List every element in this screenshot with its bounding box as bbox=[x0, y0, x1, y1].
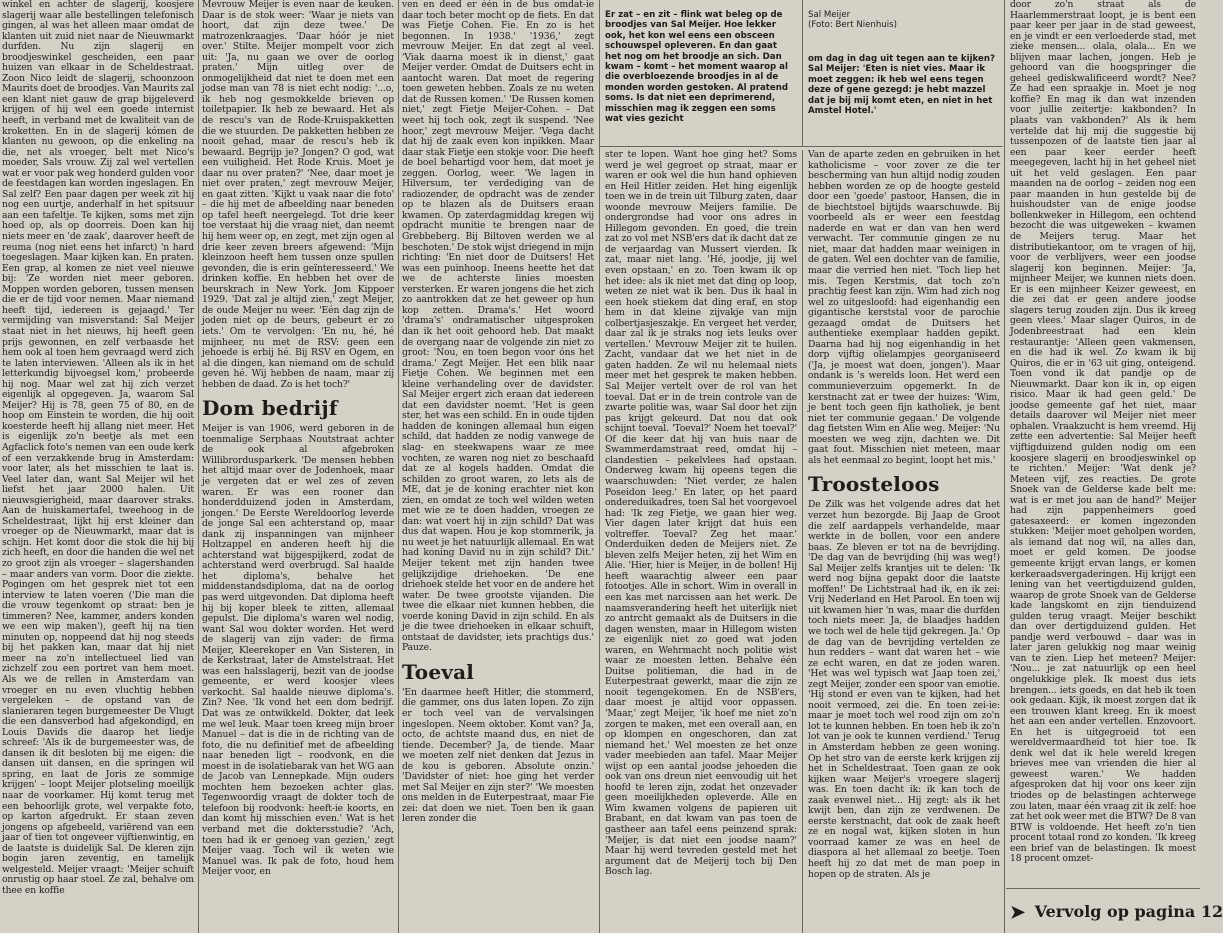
column-divider-5 bbox=[1004, 0, 1005, 933]
column-5a-text: Van de aparte zeden en gebruiken in het katholicisme – voor zover ze die ter bescherming van hun altijd nodig zouden hebben worden ze op de hoogte gesteld door een 'goede' pastoor, Hansen, die in de biechtstoel bijtijds waarschuwde. Bij voorbeeld als er weer een feestdag naderde en wat er dan van hen werd verwacht. Ter communie gingen ze nu niet, maar dat hadden maar weinigen in de gaten. Wel een dochter van de familie, maar die verried hen niet. 'Toch liep het mis. Tegen Kerstmis, dat toch zo'n prachtig feest kan zijn. Wim had zich nog wel zo uitgesloofd: had eigenhandig een gigantische kerststal voor de parochie gezaagd omdat de Duitsers het authentieke exemplaar hadden gepikt. Daarna had hij nog eigenhandig in het dorp vijftig olielampjes georganiseerd ('Ja, je moest wat doen, jongen'). Maar ondank is 's werelds loon. Het werd een communieverzuim opgemerkt. In de kerstnacht zat er twee der huizes: 'Wim, je bent toch geen fijn katholiek, je bent niet ter communie gegaan.' De volgende dag fietsten Wim en Alie weg. Meijer: 'Nu moesten we weg zijn, dachten we. Dit gaat fout. Misschien niet meteen, maar als het eenmaal zo begint, loopt het mis.' bbox=[808, 149, 1000, 466]
article-column-3 bbox=[402, 0, 594, 933]
photo-caption-quote bbox=[808, 54, 998, 144]
column-2a-text: Mevrouw Meijer is even naar de keuken. Daar is de stok weer: 'Waar je niets van hoort, dat zijn deze twee.' De matrozenkraagjes. 'Daar hóór je niet over.' Stilte. Meijer mompelt voor zich uit: 'Ja, nu gaan we over de oorlog praten.' Mijn uitleg over de onmogelijkheid dat niet te doen met een jodse man van 78 is niet echt nodig: '...o, ik heb nog gesmokkelde brieven op toiletpapier. Ik heb ze bewaard. Het als de rescu's van de Rode-Kruispakketten die we stuurden. De pakketten hebben ze nooit gehad, maar de rescu's heb ik bewaard. Begrijp je? Jongen? O god, wat een vuiligheid. Het Rode Kruis. Moet je daar nu over praten?' 'Nee, daar moet je niet over praten,' zegt mevrouw Meijer, en gaat zitten. 'Kijkt u vaak naar die foto' – die hij met de afbeelding naar beneden op tafel heeft neergelegd. Tot drie keer toe verstaat hij die vraag niet, dan neemt hij hem weer op, en zegt, met zijn ogen al drie keer zeven breers afgewend: 'Mijn kleinzoon heeft hem tussen onze spullen gevonden, die is erin geïnteresseerd.' We drinken koffie. En hebben het over de beurskrach in New York. Jom Kippoer 1929. 'Dat zal je altijd zien,' zegt Meijer, de oude Meijer nu weer. 'Eén dag zijn de joden niet op de beurs, gebeurt er zo iets.' Om te vervolgen: 'En nu, hé, hé mijnheer, nu met de RSV: geen een jehoede is erbij hé. Bij RSV en Ogem, en al die dingen, kan niemand om de schuld geven hé. Wij hebben de naam, maar zij hebben de daad. Zo is het toch?' bbox=[202, 0, 394, 390]
column-3a-text: ven en deed er één in de bus omdat-ie daar toch beter mocht op de fiets. En dat was Fietje Cohen. Fie. En zo is het begonnen. In 1938.' '1936,' zegt mevrouw Meijer. En dat zegt al veel. 'Viak daarna moest ik in dienst,' gaat Meijer verder. Omdat de Duitsers echt in aantocht waren. Dat moet de regering toen geweten hebben. Zoals ze nu weten dat de Russen komen.' 'De Russen komen niet,' zegt Fietje Meijer-Cohen. – Dat weet hij toch ook, zegt ik suspend. 'Nee hoor,' zegt mevrouw Meijer. 'Vega dacht dat hij de zaak even kon inpikken. Maar daar stak Fietje een stokje voor. Die heeft de boel behartigd voor hem, dat moet je zeggen. Oorlog, weer. 'We lagen in Hilversum, ter verdediging van de radiozender, de opdracht was de zender op te blazen als de Duitsers eraan kwamen. Op zaterdagmiddag kregen wij opdracht munitie te brengen naar de Grebbeberg. Bij Biltoven werden we al beschoten.' De stok wijst driegend in mijn richting: 'En niet door de Duitsers! Het was een puinhoop. Ineens heette het dat we de achterste linies moesten versterken. Er waren jongens die het zich zo aantrokken dat ze het geweer op hun kop zetten. Drama's.' Het woord 'drama's' ondramatischer uitgesproken dan ik het ooit gehoord heb. Dat maakt de overgang naar de volgende zin niet zo groot: 'Nou, en toen begon voor óns het drama.' Zegt Meijer. Het een blik naar Fietje Cohen. We beginnen met een kleine verhandeling over de davidster. Sal Meijer ergert zich eraan dat iedereen dat een davidster noemt. 'Het is geen ster, het was een schild. En in oude tijden hadden de koningen allemaal hun eigen schild, dat hadden ze nodig vanwege de slag- en steekwapens waar ze mee vochten, ze waren nog niet zo beschaafd dat ze al kogels hadden. Omdat die schilden zo groot waren, zo lets als de ME, dat je de koning erachter niet kon zien, en omdat ze toch wel wilden weten met wie ze te doen hadden, vroegen ze dan: wat voert hij in zijn schild? Dat was dus dat wapen. Hou je kop stommerik, ja nu weet je het natuurlijk allemaal. En wat had koning David nu in zijn schild? Dit.' Meijer tekent met zijn handen twee gelijkzijdige driehoeken. 'De ene driehoek stelde het voor en de andere het water. De twee grootste vijanden. Die twee die elkaar niet kunnen hebben, die voerde koning David in zijn schild. En als je die twee driehoeken in elkaar schuift, ontstaat de davidster, iets prachtigs dus.' Pauze. bbox=[402, 0, 594, 654]
column-3b-text: 'En daarmee heeft Hitler, die stommerd, die gammer, ons dus laten lopen. Zo zijn er toch veel van de vervalsingen ingeslopen. Neem oktober. Komt van? Ja, octo, de achtste maand dus, en niet de tiende. December? Ja, de tiende. Maar we moeten zelf niet denken dat Jezus in de kou is geboren. Absolute onzin.' 'Davidster of niet: hoe ging het verder met Sal Meijer en zijn ster?' 'We moesten ons melden in de Euterpestraat, maar Fie zei: dat doen we niet. Toen ben ik gaan leren zonder die bbox=[402, 686, 594, 825]
column-1-text: winkel en achter de slagerij, koosjere slagerij waar alle bestellingen telefonisch gingen, al was het alleen maar omdat de klanten uit zuid niet naar de Nieuwmarkt durfden. Nu zijn slagerij en broodjeswinkel gescheiden, een paar huizen van elkaar in de Scheldestraat. Zoon Nico leidt de slagerij, schoonzoon Maurits doet de broodjes. Van Maurits zal een klant niet gauw de grap bijgeleverd krijgen of hij wel een goede internist heeft, in verband met de kwaliteit van de kroketten. En in de slagerij kómen de klanten nu gewoon, op die enkeling na die, net als vroeger, belt met Nico's moeder, Sals vrouw. Zij zal wel vertellen wat er voor pak weg honderd gulden voor de feestdagen kan worden ingeslagen. En Sal zelf? Een paar dagen per week zit hij nog een uurtje, anderhalf in het spitsuur aan een tafeltje. Te kijken, soms met zijn hoed op, als op doorreis. Doen kan hij niets meer en 'de zaak', daarover heeft de reuma (nog niet eens het infarct) 'n hard toegeslagen. Maar kijken kan. En praten. Een grap, al komen ze niet veel nieuwe bij: 'Ze worden niet meer geboren. Moppen worden geboren, tussen mensen die er de tijd voor nemen. Maar niemand heeft tijd, iedereen is gejaagd.' Ter vermijding van misverstand: Sal Meijer staat niet in het nieuws, hij heeft geen prijs gewonnen, en zelf verbaasde het hem ook al toen hem gevraagd werd zich te laten interviewen. 'Alleen als ik in het letterkundig bijvoegsel kom,' probeerde hij nog. Maar wel zat hij zich verzet eigenlijk al opgegeven. Ja, waarom Sal Meijer? Hij is 78, geen 75 of 80, en de hoop om Einstein te worden, die hij ooit koesterde heeft hij allang niet meer. Het is eigenlijk zo'n beetje als met een Agfaclick foto's nemen van een oude kerk of een verzakkende brug in Amsterdam: voor later, als het misschien te laat is. Veel later dan, want Sal Meijer wil het liefst het jaar 2000 halen. Uit nieuwsgierigheid, maar daarover straks. Aan de huiskamertafel, tweehoog in de Scheldestraat, lijkt hij erst kleiner dan vroeger op de Nieuwmarkt, maar dat is schijn. Het komt door die stok die hij bij zich heeft, en door die handen die wel net zo groot zijn als vroeger – slagershanden – maar anders van vorm. Door die ziekte. Pogingen om het gesprek niet tot een interview te laten voeren ('Die man die die vrouw tegenkomt op straat: ben je timmeren? Nee, kammer, anders konden we een wip maken'), geeft hij na tien minuten op, noppeend dat hij nog steeds bij het pakken kan, maar dat hij niet meer na zo'n intellectueel lied van zichzelf zou een portret van hem moet. Als we de rellen in Amsterdam van vroeger en nu even vluchtig hebben vergeleken – de opstand van de slanieraren tegen burgemeester De Vlugt die een dansverbod had afgekondigd, en Louis Davids die daarop het liedje schreef: 'Als ik de burgemeester was, de dansen ik dit besloten bij me eigen: die dansen uit dansen, en die springen wil spring, en laat de Joris ze sommige krijgen' – loopt Meijer plotseling moeilijk naar de voorkamer. Hij komt terug met een behoorlijk grote, wel verpakte foto, op karton afgedrukt. Er staan zeven jongens op afgebeeld, variërend van een jaar of tien tot ongeveer vijftienwintig, en de laatste is duidelijk Sal. De kleren zijn bogin jaren zeventig, en tamelijk welgesteld. Meijer vraagt: 'Meijer schuift onrustig op haar stoel. Ze zal, behalve om thee en koffie bbox=[2, 0, 194, 896]
column-divider-2 bbox=[398, 0, 399, 933]
photo-credit-name: Sal Meijer bbox=[808, 10, 851, 20]
subheading-troosteloos: Troosteloos bbox=[808, 472, 940, 497]
arrow-right-icon: ➤ bbox=[1010, 902, 1026, 923]
column-5b-text: De Zilk was het volgende adres dat het verzet hun bezorgde. Bij Jaap de Groot die zelf aardappels verhandelde, maar werkte in de bollen, voor een andere baas. Ze bleven er tot na de bevrijding. 'De dag van de bevrijding (hij was weg!) Sal Meijer zelfs krantjes uit te delen: 'Ik werd nog bijna gepakt door die laatste moffen!' De Lichtstraal had ik, en ik zei: Vrij Nederland en Het Parool. En toen wij uit kwamen hier 'n was, maar die durfden toch niets meer. Ja, de blaadjes hadden we toch wel de hele tijd gekregen. Ja.' Op de dag van de bevrijding vertelden ze hun redders – want dat waren het – wie ze echt waren, en dat ze joden waren. 'Het was wel typisch wat Jaap toen zei,' zegt Meijer, zonder een spoor van emotie. 'Hij stond er even van te kijken, had het nooit vermoed, zei die. En toen zei-ie: maar je moet toch wel rood zijn om zo'n lot te kunnen hebben. En toen heb ik zo'n lot van je ook te kunnen verdiend.' Terug in Amsterdam hebben ze geen woning. Op het stro van de eerste kerk krijgen zij het in Scheldestraat. Toen gaan ze ook kijken waar Meijer's vroegere slagerij was. En toen dacht ik: ik kan toch de zaak evenwel niet... Hij zegt: als ik het kwijt ben, dan zijn ze verdwenen. De eerste kerstnacht, dat ook de zaak heeft ze en nogal wat, kijken sloten in hun voorraad kamer ze was en heel de diaspora al het allemaal zo beetje. Toen heeft hij zo dat met de man poep in hopen op de straten. Als je bbox=[808, 499, 1000, 880]
column-divider-1 bbox=[198, 0, 199, 933]
photo-caption-text: Er zat – en zit – flink wat beleg op de broodjes van Sal Meijer. Hoe lekker ook, het kon wel eens een obsceen schouwspel opleveren. En dan gaat het nog om het broodje an sich. Dan kwam – komt – het moment waarop al die overbloezende broodjes in al de monden worden gestoken. Al pratend soms. Is dat niet een deprimerend, misschien mag ik zeggen een soms wat vies gezicht bbox=[605, 10, 789, 125]
column-4-text: ster te lopen. Want hoe ging het? Soms werd je wel gegroet op straat, maar er waren er ook wel die hun hand ophieven en Heil Hitler zeiden. Het hing eigenlijk toen we in de trein uit Tilburg zaten, daar woonde mevrouw Meijers familie. De ondergrondse had voor ons adres in Hillegom gevonden. En goed, die trein zat zo vol met NSB'ers dat ik dacht dat ze de verjaardag van Mussert vierden. Ik zat, maar niet lang. 'Hé, joodje, jij wel even opstaan,' en zo. Toen kwam ik op het idee: als ik niet met dat ding op loop, weten ze niet wat ik ben. Dus ik haal in een hoek stiekem dat ding eraf, en stop hem in dat kleine zijvakje van mijn colbertjasjeszakje. En vergeet het verder, daar zal ik je straks nog iets leuks over vertellen.' Mevrouw Meijer zit te huilen. Zacht, vandaar dat we het niet in de gaten hadden. Ze wil nu helemaal niets meer met het gesprek te maken hebben. Sal Meijer vertelt over de rol van het toeval. Dat er in de trein controle van de zwarte politie was, waar Sal door het zijn pas krijgt gekeurd. Dat nou dat ook schijnt toeval. 'Toeval?' Noem het toeval?' Of die keer dat hij van huis naar de Swammerdamstraat reed, omdat hij – clandestien – pekelvlees had opstaan. Onderweg kwam hij opeens tegen die waarschuwden: 'Niet verder, ze halen Poseidon leeg.' En later, op het paard ondereduikadres, toen Sal het voorgevoel had: 'Ik zeg Fietje, we gaan hier weg. Vier dagen later krijgt dat huis een voltreffer. Toeval? Zeg het maar.' Onderduiken deden de Meijers niet. Ze bleven zelfs Meijer heten, zij het Wim en Alie. 'Hier, hier is Meijer, in de bollen! Hij heeft waarachtig alweer een paar fotootjes. Alle in schort. Wim in overall in een kas met narcissen aan het werk. De naamsverandering heeft het uiterlijk niet zo antrcht gemaakt als de Duitsers in die dagen wensten, maar in Hillegom wisten ze eigenlijk niet zo goed wat joden waren, en Wehrmacht noch politie wist waar ze moesten letten. Behalve één Duitse politieman, die had in de Euterpestraat gewerkt, maar die zijn ze nooit tegengekomen. En de NSB'ers, daar moest je altijd voor oppassen. 'Maar,' zegt Meijer, 'ik hoef me niet zo'n zorgen te maken, met een overall aan, en op klompen en ongeschoren, dan zat niemand het.' Wel moesten ze het onze vader meebieden aan tafel. Maar Meijer wijst op een aantal joodse jehoeden die ook van ons dreun niet eenvoudig uit het hoofd te leren zijn, zodat het onzevader geen moeilijkheden opleverde. Alle en Wim kwamen volgens de papieren uit Brabant, en dat kwam van pas toen de gastheer aan tafel eens peinzend sprak: 'Meijer, is dat niet een joodse naam?' Maar hij werd tevreden gesteld met het argument dat de Meijerij toch bij Den Bosch lag. bbox=[605, 149, 797, 878]
article-column-2 bbox=[202, 0, 394, 933]
photo-credit bbox=[808, 10, 998, 31]
continuation-label: Vervolg op pagina 12 bbox=[1034, 902, 1223, 921]
column-divider-4 bbox=[802, 150, 803, 933]
caption-bottom-rule bbox=[600, 146, 1003, 147]
subheading-toeval: Toeval bbox=[402, 659, 475, 684]
column-2b-text: Meijer is van 1906, werd geboren in de toenmalige Serphaas Noutstraat achter de ook al afgebroken Willibrordusparkerk. 'De mensen hebben het altijd maar over de Jodenhoek, maar je vergeten dat er wel zes of zeven waren. Er was een rooner dan honderdduizend joden in Amsterdam, jongen.' De Eerste Wereldoorlog leverde de jonge Sal een achterstand op, maar dank zij inspanningen van mijnheer Holtzappel en anderen heeft hij die achterstand wat bijgespijkerd, zodat de achterstand werd overbrugd. Sal haalde het diploma's, behalve het middenstandsdiploma, dat na de oorlog pas werd uitgevonden. Dat diploma heeft hij bij koper bleek te zitten, allemaal gepulst. Die diploma's waren wel nodig, want Sal wou dokter worden. Het werd de slagerij van zijn vader: de firma Meijer, Kleerekoper en Van Sisteren, in de Kerkstraat, later de Amstelstraat. Het was een halsslagerij, bezit van de joodse gemeente, er werd koosjer vlees verkocht. Sal haalde nieuwe diploma's. Zin? Nee. 'Ik vond het een dom bedrijf. Dat was ze ontwikkeld. Dokter, dat leek me wel leuk. Maar toen kreeg mijn broer Manuel – dat is die in de richting van de foto, die nu definitief met de afbeelding naar beneden ligt – roodvonk, en die moest in de isolatiebarak van het WG aan de Jacob van Lennepkade. Mijn ouders mochten hem bezoeken achter glas. Tegenwoordig vraagt de dokter toch de telefoon bij roodvonk: heeft-ie koorts, en dan komt hij misschien even.' Wat is het verband met die doktersstudie? 'Ach, toen had ik er genoeg van gezien,' zegt Meijer vaag. Toch wil ik weten wie Manuel was. Ik pak de foto, houd hem Meijer voor, en bbox=[202, 423, 394, 878]
subheading-dom-bedrijf: Dom bedrijf bbox=[202, 396, 338, 421]
article-column-5 bbox=[808, 150, 1000, 933]
photo-caption bbox=[605, 10, 795, 130]
article-column-1 bbox=[2, 0, 194, 933]
photo-caption-quote-text: om dag in dag uit tegen aan te kijken? Sal Meijer: 'Eten is niet vies. Maar ik moet zeggen: ik heb wel eens tegen deze of gene gezegd: je hebt mazzel dat je bij mij komt eten, en niet in het Amstel Hotel.' bbox=[808, 54, 995, 117]
photo-credit-source: (Foto: Bert Nienhuis) bbox=[808, 20, 897, 31]
article-column-4 bbox=[605, 150, 797, 933]
column-divider-3 bbox=[599, 0, 600, 933]
footer-rule bbox=[1006, 888, 1200, 889]
article-column-6 bbox=[1010, 0, 1196, 885]
column-6-text: door zo'n straat als de Haarlemmerstraat loopt, je is bent een paar keer per jaar in de stad geweest, en je vindt er een verloederde stad, met zieke mensen... olala, olala... En we blijven maar lachen, jongen. Heb je gehoord van die hoogspringer die geheel gediskwalificeerd wordt? Nee? Ze had een spraakje in. Moet je nog koffie? En mag ik dan wat inzenden voor jullie zeitertje: kakbonden? In plaats van vakbonden?' Als ik hem vertelde dat hij mij die suggestie bij tussenpozen of de laatste tien jaar al een paar keer eerder heeft meegegeven, lacht hij in het geheel niet uit het veld geslagen. Een paar maanden na de oorlog – zeiden nog een paar maanden in hun gestelde bij de huishoudster van de enige joodse bollenkweker in Hillegom, een ochtend bezocht die was uitgeweken – kwamen de Meijers terug. Maar het distributiekantoor, om te vragen of hij, voor de verblijvers, weer een joodse slagerij kon beginnen. Meijer: 'Ja, mijnheer Meijer, we kunnen niets doen. Er is een mijnheer Keizer geweest, en die zei dat er geen andere joodse slagers terug zouden zijn. Dus ik kreeg geen vlees.' Maar slager Quiros, in de Jodenbreestraat had een klein restaurantje: 'Alleen geen vakmensen, en die had ik wel. Zo kwam ik bij Quiros, die er in '63 uit ging, onteigend. Toen vond ik dat pandje op de Nieuwmarkt. Daar kon ik in, op eigen risico. Maar ik had geen geld.' De joodse gemeente gaf het niet, maar details daarover wil Meijer niet meer ophalen. Vraakzucht is hem vreemd. Hij zette een advertentie: Sal Meijer heeft vijftigduizend gulden nodig om een koosjere slagerij en broodjeswinkel op te richten.' Meijer: 'Wat denk je? Meteen vijf, zes reacties. De grote Snoek van de Gelderse kade belt me: wat is er met jou aan de hand?' Meijer had zijn pappenheimers goed gatesaxeerd: er komen ingezonden stukken: 'Meijer moet geholpen worden, als iemand dat nog wil, na alles dan, moet er geld komen. De joodse gemeente krijgt ervan langs, er komen kerkeraadsvergaderingen. Hij krijgt een lening van het veertigduizend gulden, waarop de grote Snoek van de Gelderse kade langskomt en zijn tienduizend gulden terug vraagt. Meijer beschikt dan over dertigduizend gulden. Het pandje werd verbouwd – daar was in later jaren gelukkig nog maar weinig van te zien. Liep het meteen? Meijer: 'Nou... je zat natuurlijk op een heel ongelukkige plek. Ik moest dus iets brengen... iets goeds, en dat heb ik toen ook gedaan. Kijk, ik moest zorgen dat ik een trouwen klant kreeg. En ik moest het aan een ander vertellen. Enzovoort. En het is uitgegroeid tot een wereldvermaardheid tot hier toe. Ik denk wel dat ik hele wereld kregen brieves mee van vrienden die hier al geweest waren.' We hadden afgesproken dat hij voor ons keer zijn triodes op de belastingen achterwege zou laten, maar één vraag zit ik zelf: hoe zat het ook weer met die BTW? De 8 van BTW is voldoende. Het heeft zo'n tien procent totaal rond zo konden. 'Ik kreeg een brief van de belastingen. Ik moest 18 procent omzet- bbox=[1010, 0, 1196, 865]
continuation-footer[interactable] bbox=[1010, 902, 1223, 923]
caption-divider bbox=[802, 0, 803, 146]
